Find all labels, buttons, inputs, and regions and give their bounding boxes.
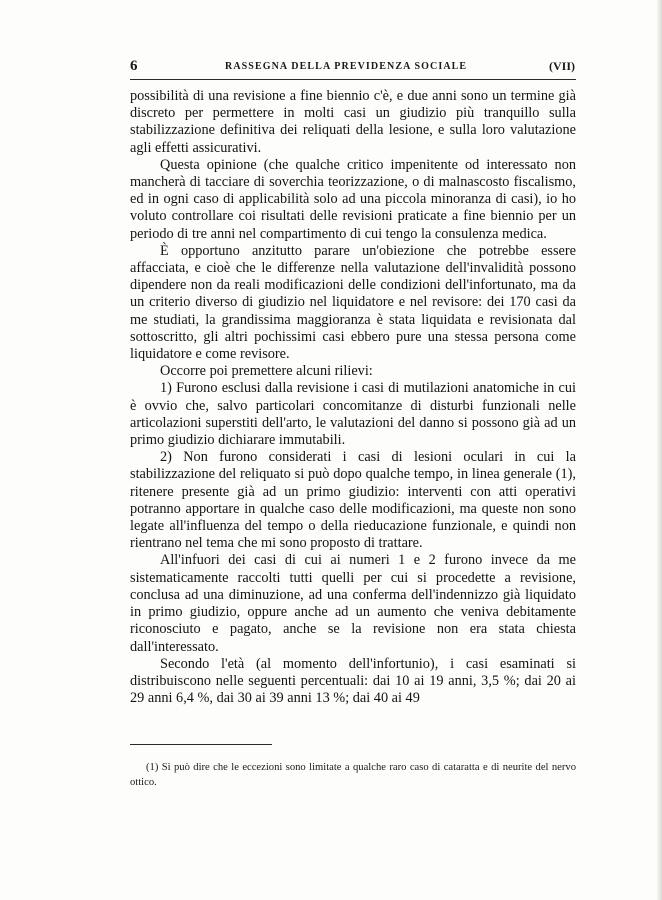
- body-text: [130, 88, 576, 707]
- paragraph: Occorre poi premettere alcuni rilievi:: [160, 363, 373, 380]
- running-header: [130, 58, 575, 74]
- section-mark: (VII): [549, 59, 575, 73]
- list-item-1: 1) Furono esclusi dalla revisione i casi di mutilazioni anatomiche in cui è ovvio che, salvo particolari concomitanze di disturbi funzionali nelle articolazioni superstiti dell'arto, le valutazioni del danno si possono già ad un primo giudizio dichiarare immutabili.: [130, 380, 576, 449]
- paragraph-continuation: possibilità di una revisione a fine biennio c'è, e due anni sono un termine già discreto per permettere in molti casi un giudizio più tranquillo sulla stabilizzazione definitiva dei reliquati della lesione, e sulla loro valutazione agli effetti assicurativi.: [130, 88, 576, 156]
- page-number: 6: [130, 58, 138, 74]
- paragraph: Questa opinione (che qualche critico impenitente od interessato non mancherà di tacciare di soverchia teorizzazione, o di malnascosto fiscalismo, ed in ogni caso di applicabilità solo ad una piccola minoranza di casi), io ho voluto controllare coi risultati delle revisioni praticate a fine biennio per un periodo di tre anni nel compartimento di cui tengo la consulenza medica.: [130, 156, 576, 242]
- paragraph: Secondo l'età (al momento dell'infortunio), i casi esaminati si distribuiscono nelle seguenti percentuali: dai 10 ai 19 anni, 3,5 %; dai 20 ai 29 anni 6,4 %, dai 30 ai 39 anni 13 %; dai 40 ai 49: [130, 655, 576, 707]
- paragraph: È opportuno anzitutto parare un'obiezione che potrebbe essere affacciata, e cioè che le differenze nella valutazione dell'invalidità possono dipendere non da reali modificazioni delle condizioni dell'infortunato, ma da un criterio diverso di giudizio nel liquidatore e nel revisore: dei 170 casi da me studiati, la grandissima maggioranza è stata liquidata e revisionata dal sottoscritto, gli altri pochissimi casi ebbero pure una stessa persona come liquidatore e come revisore.: [130, 242, 576, 363]
- running-title: RASSEGNA DELLA PREVIDENZA SOCIALE: [225, 61, 468, 72]
- page-edge-shadow: [656, 0, 662, 900]
- paragraph: All'infuori dei casi di cui ai numeri 1 e 2 furono invece da me sistematicamente raccolti tutti quelli per cui si procedette a revisione, conclusa ad una diminuzione, ad una conferma dell'indennizzo già liquidato in primo giudizio, oppure anche ad un aumento che veniva debitamente riconosciuto e pagato, anche se la revisione non era stata chiesta dall'interessato.: [130, 552, 576, 655]
- list-item-2: 2) Non furono considerati i casi di lesioni oculari in cui la stabilizzazione del reliquato si può dopo qualche tempo, in linea generale (1), ritenere presente già ad un primo giudizio: interventi con atti operativi potranno apportare in qualche caso delle modificazioni, ma queste non sono legate all'influenza del tempo o della rieducazione funzionale, e quindi non rientrano nel tema che mi sono proposto di trattare.: [130, 449, 576, 552]
- footnote-rule: [130, 744, 272, 745]
- header-rule: [130, 79, 576, 80]
- footnote: (1) Si può dire che le eccezioni sono limitate a qualche raro caso di cataratta e di neurite del nervo ottico.: [130, 762, 576, 788]
